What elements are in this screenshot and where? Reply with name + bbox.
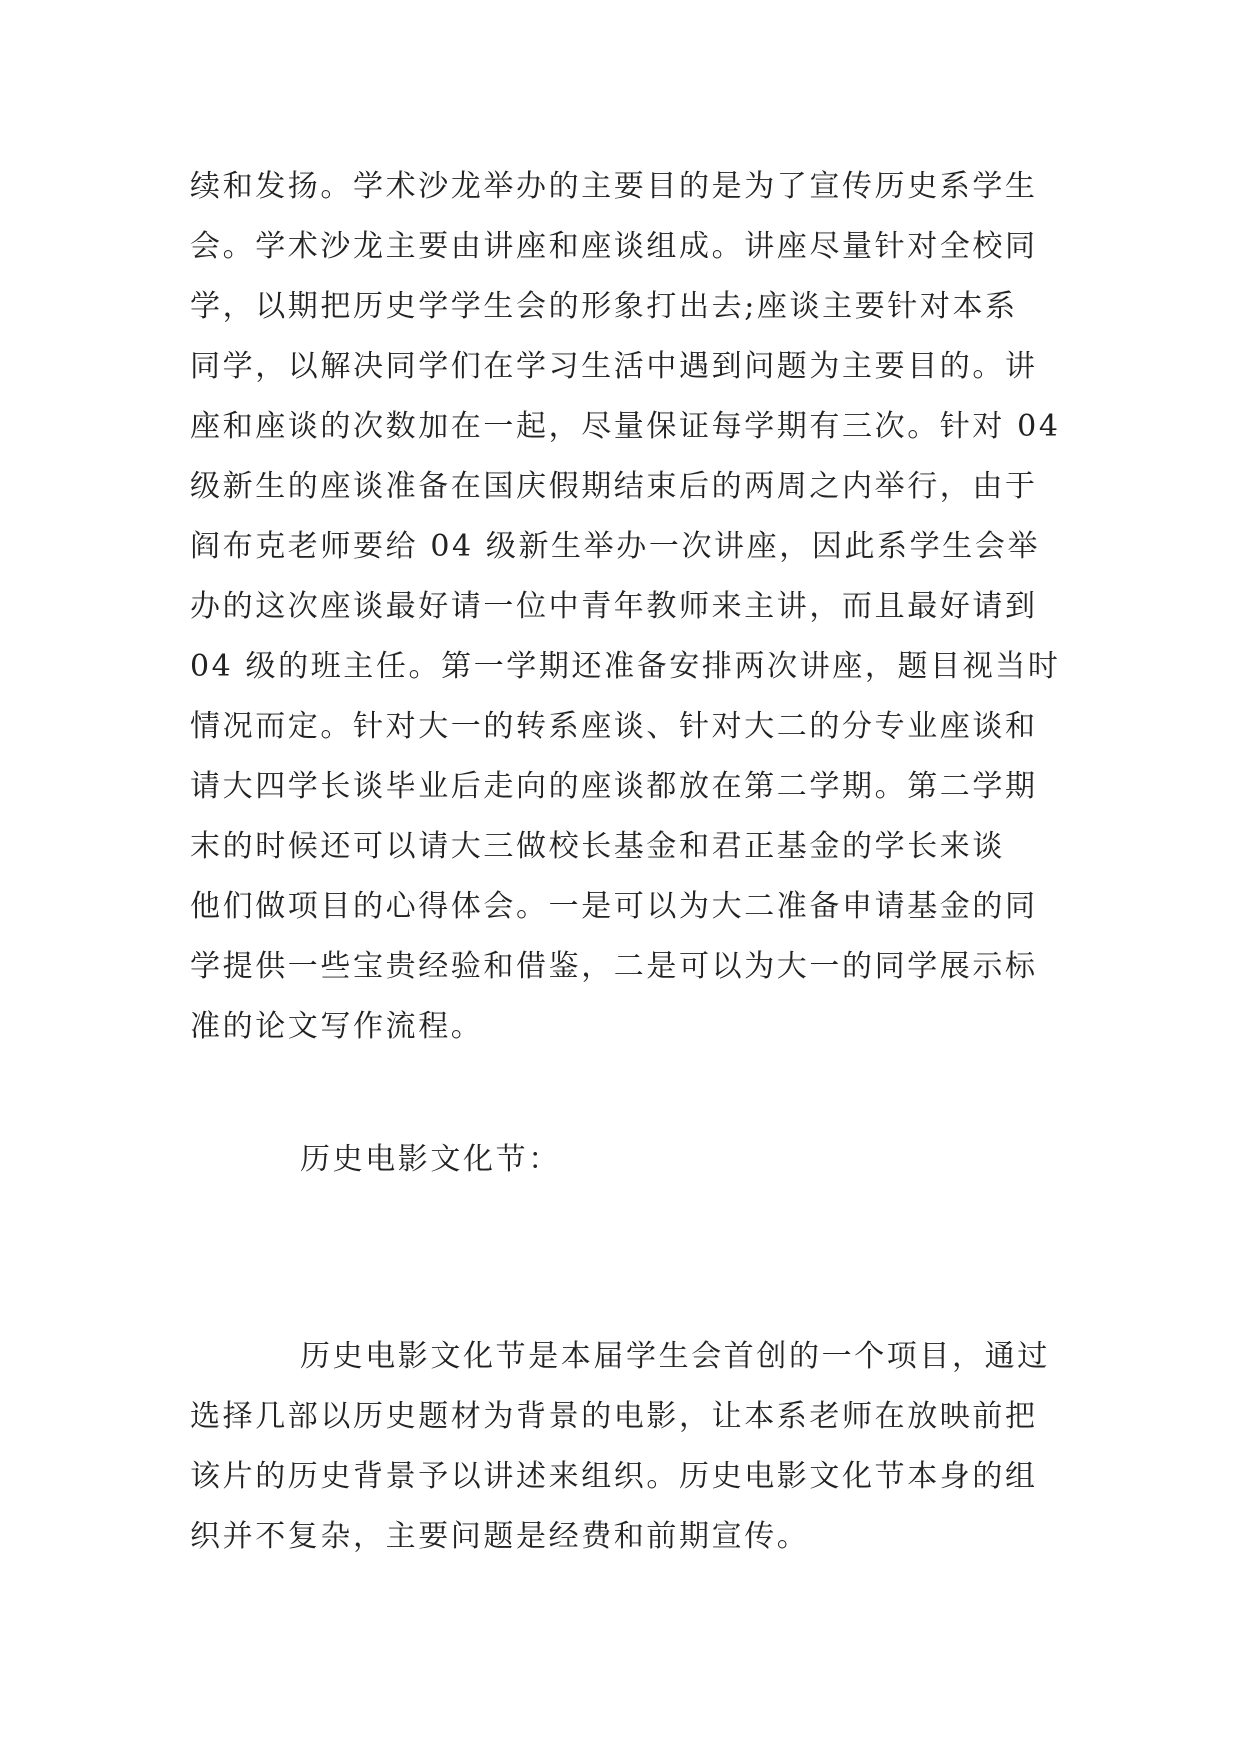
film-festival-paragraph	[190, 1327, 1060, 1567]
film-festival-heading-block	[190, 1130, 1060, 1190]
paragraph-line: 学，以期把历史学学生会的形象打出去;座谈主要针对本系	[190, 289, 1018, 324]
paragraph-line: 会。学术沙龙主要由讲座和座谈组成。讲座尽量针对全校同	[190, 229, 1038, 264]
paragraph-line: 准的论文写作流程。	[190, 1009, 484, 1044]
paragraph-line: 织并不复杂，主要问题是经费和前期宣传。	[190, 1519, 810, 1554]
section-heading: 历史电影文化节：	[300, 1142, 561, 1177]
paragraph-line: 该片的历史背景予以讲述来组织。历史电影文化节本身的组	[190, 1459, 1038, 1494]
paragraph-line: 选择几部以历史题材为背景的电影，让本系老师在放映前把	[190, 1399, 1038, 1434]
paragraph-line: 情况而定。针对大一的转系座谈、针对大二的分专业座谈和	[190, 709, 1038, 744]
paragraph-line: 座和座谈的次数加在一起，尽量保证每学期有三次。针对 04	[190, 409, 1061, 444]
paragraph-line: 历史电影文化节是本届学生会首创的一个项目，通过	[300, 1339, 1050, 1374]
paragraph-line: 办的这次座谈最好请一位中青年教师来主讲，而且最好请到	[190, 589, 1038, 624]
paragraph-line: 续和发扬。学术沙龙举办的主要目的是为了宣传历史系学生	[190, 169, 1038, 204]
paragraph-line: 请大四学长谈毕业后走向的座谈都放在第二学期。第二学期	[190, 769, 1038, 804]
paragraph-line: 学提供一些宝贵经验和借鉴，二是可以为大一的同学展示标	[190, 949, 1038, 984]
paragraph-line: 04 级的班主任。第一学期还准备安排两次讲座，题目视当时	[190, 649, 1061, 684]
paragraph-line: 级新生的座谈准备在国庆假期结束后的两周之内举行，由于	[190, 469, 1038, 504]
paragraph-line: 他们做项目的心得体会。一是可以为大二准备申请基金的同	[190, 889, 1038, 924]
paragraph-line: 同学，以解决同学们在学习生活中遇到问题为主要目的。讲	[190, 349, 1038, 384]
paragraph-line: 阎布克老师要给 04 级新生举办一次讲座，因此系学生会举	[190, 529, 1041, 564]
academic-salon-paragraph	[190, 157, 1060, 1057]
paragraph-line: 末的时候还可以请大三做校长基金和君正基金的学长来谈	[190, 829, 1005, 864]
